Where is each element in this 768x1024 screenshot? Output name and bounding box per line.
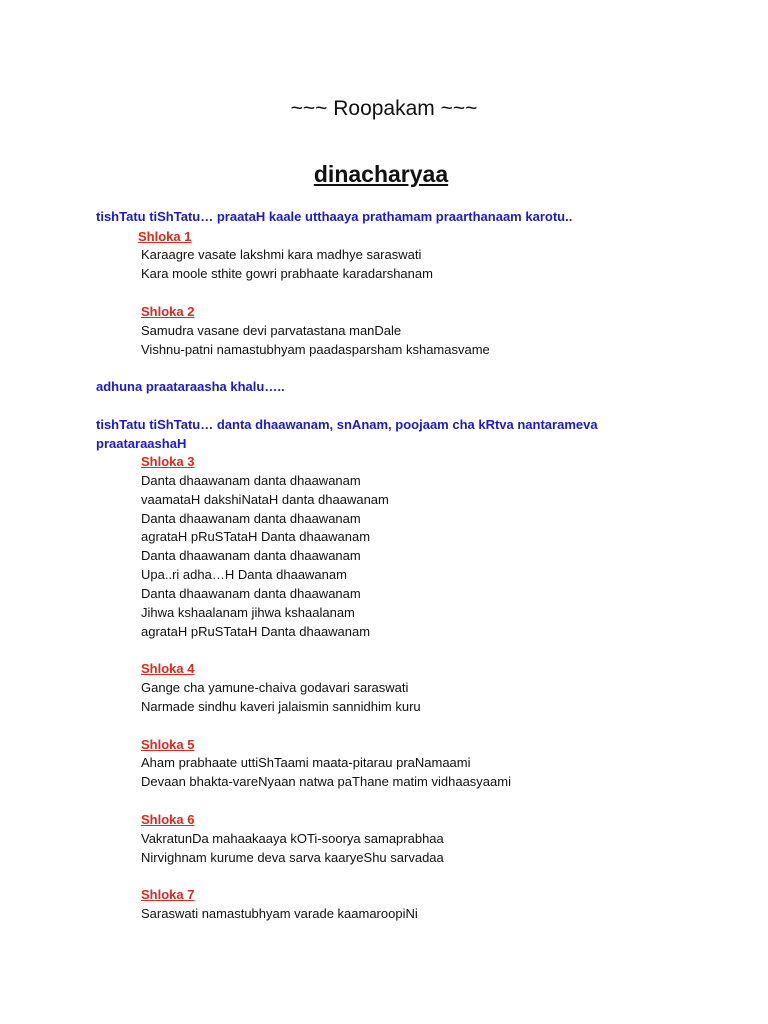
shloka-2-line: Vishnu-patni namastubhyam paadasparsham kshamasvame bbox=[141, 342, 490, 357]
shloka-3-line: agrataH pRuSTataH Danta dhaawanam bbox=[141, 529, 371, 544]
shloka-4-line: Narmade sindhu kaveri jalaismin sannidhim kuru bbox=[141, 699, 421, 714]
shloka-3-line: vaamataH dakshiNataH danta dhaawanam bbox=[141, 492, 389, 507]
shloka-4-label: Shloka 4 bbox=[141, 661, 195, 676]
shloka-5-line: Devaan bhakta-vareNyaan natwa paThane matim vidhaasyaami bbox=[141, 774, 511, 789]
shloka-3-line: Danta dhaawanam danta dhaawanam bbox=[141, 586, 361, 601]
shloka-2-line: Samudra vasane devi parvatastana manDale bbox=[141, 323, 402, 338]
shloka-3-line: Jihwa kshaalanam jihwa kshaalanam bbox=[141, 605, 355, 620]
document-title: ~~~ Roopakam ~~~ bbox=[290, 97, 478, 120]
shloka-1-line: Karaagre vasate lakshmi kara madhye saraswati bbox=[141, 247, 422, 262]
shloka-6-label: Shloka 6 bbox=[141, 812, 195, 827]
shloka-5-line: Aham prabhaate uttiShTaami maata-pitarau praNamaami bbox=[141, 755, 471, 770]
shloka-3-line: Upa..ri adha…H Danta dhaawanam bbox=[141, 567, 347, 582]
shloka-6-line: VakratunDa mahaakaaya kOTi-soorya samaprabhaa bbox=[141, 831, 444, 846]
shloka-1-label: Shloka 1 bbox=[138, 229, 192, 244]
instruction-morning-prayer: tishTatu tiShTatu… praataH kaale utthaaya prathamam praarthanaam karotu.. bbox=[96, 209, 573, 224]
instruction-daily-routine: tishTatu tiShTatu… danta dhaawanam, snAnam, poojaam cha kRtva nantarameva praataraashaH bbox=[96, 417, 598, 451]
shloka-7-label: Shloka 7 bbox=[141, 887, 195, 902]
shloka-3-line: Danta dhaawanam danta dhaawanam bbox=[141, 473, 361, 488]
shloka-3-line: Danta dhaawanam danta dhaawanam bbox=[141, 511, 361, 526]
shloka-3-line: Danta dhaawanam danta dhaawanam bbox=[141, 548, 361, 563]
shloka-2-label: Shloka 2 bbox=[141, 304, 195, 319]
shloka-6-line: Nirvighnam kurume deva sarva kaaryeShu sarvadaa bbox=[141, 850, 444, 865]
shloka-4-line: Gange cha yamune-chaiva godavari saraswati bbox=[141, 680, 409, 695]
instruction-breakfast: adhuna praataraasha khalu….. bbox=[96, 379, 285, 394]
shloka-3-label: Shloka 3 bbox=[141, 454, 195, 469]
document-subtitle: dinacharyaa bbox=[313, 161, 449, 187]
shloka-7-line: Saraswati namastubhyam varade kaamaroopiNi bbox=[141, 906, 418, 921]
shloka-5-label: Shloka 5 bbox=[141, 737, 195, 752]
shloka-1-line: Kara moole sthite gowri prabhaate karadarshanam bbox=[141, 266, 433, 281]
shloka-3-line: agrataH pRuSTataH Danta dhaawanam bbox=[141, 624, 371, 639]
